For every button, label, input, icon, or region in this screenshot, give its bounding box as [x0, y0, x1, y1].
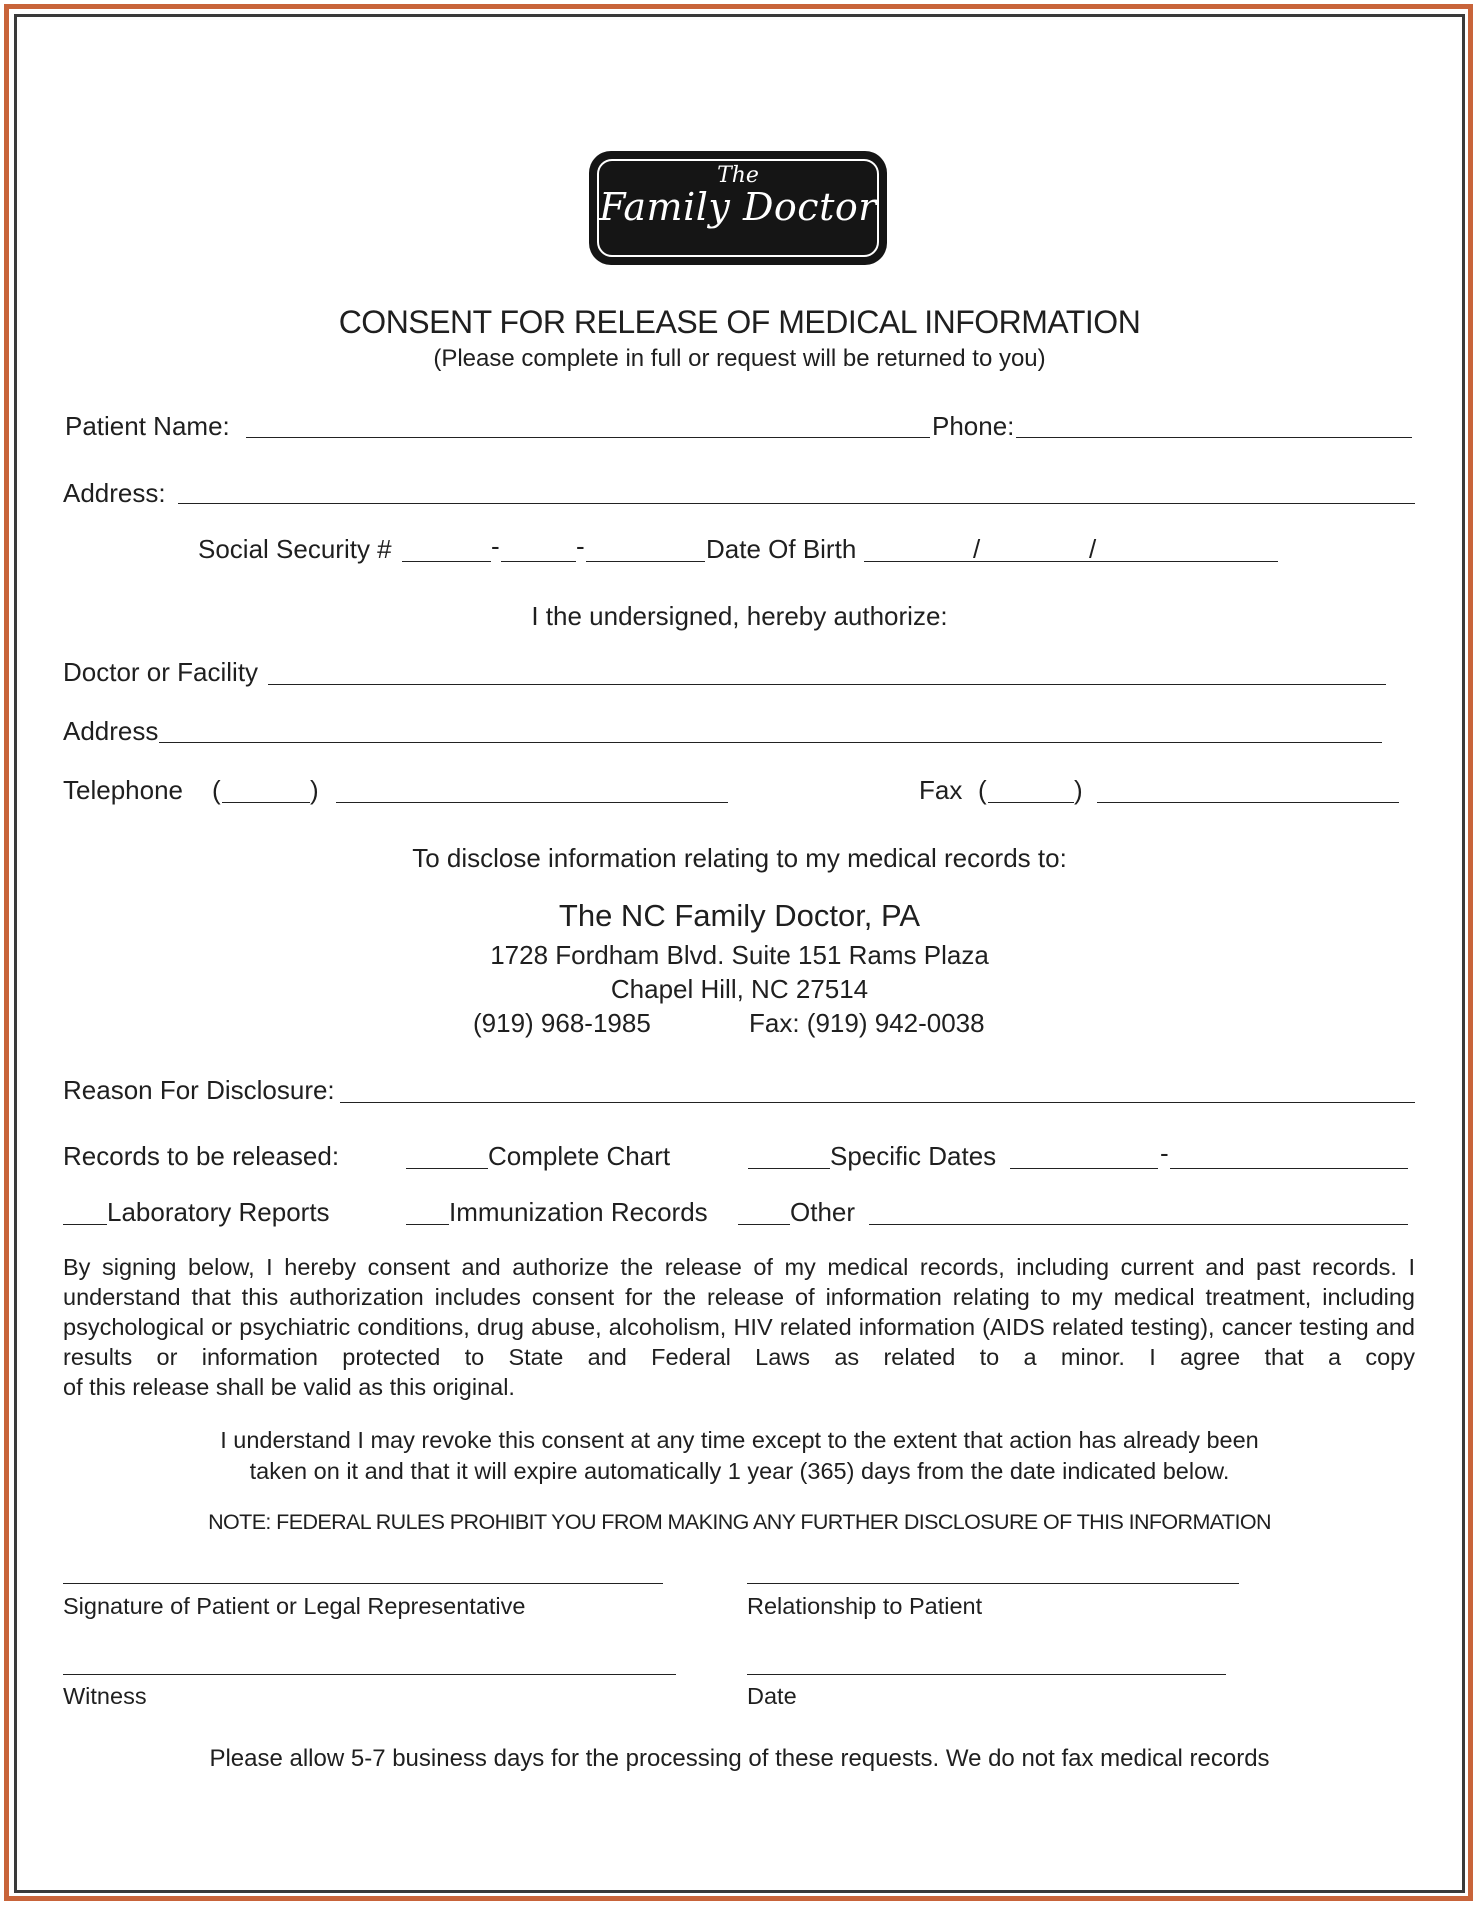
telephone-open-paren: ( — [212, 775, 221, 805]
ssn-dash2: - — [576, 531, 585, 561]
recipient-fax: Fax: (919) 942-0038 — [749, 1008, 985, 1038]
other-field[interactable] — [869, 1224, 1408, 1225]
fax-label: Fax — [919, 775, 963, 805]
fax-area-field[interactable] — [988, 802, 1074, 803]
ssn-part1-field[interactable] — [402, 561, 491, 562]
fax-field[interactable] — [1097, 802, 1399, 803]
family-doctor-logo — [589, 151, 887, 265]
dob-field[interactable] — [864, 561, 1278, 562]
revoke-line1: I understand I may revoke this consent at any time except to the extent that action has already been — [220, 1427, 1259, 1453]
specific-date-to-field[interactable] — [1170, 1168, 1408, 1169]
footer-note: Please allow 5-7 business days for the processing of these requests. We do not fax medical records — [209, 1745, 1270, 1772]
immunization-check[interactable] — [406, 1224, 449, 1225]
form-subtitle: (Please complete in full or request will be returned to you) — [433, 345, 1046, 372]
authorize-line: I the undersigned, hereby authorize: — [531, 601, 948, 631]
logo-line2: Family Doctor — [599, 185, 877, 229]
complete-chart-label: Complete Chart — [488, 1141, 671, 1171]
other-check[interactable] — [738, 1224, 790, 1225]
date-label: Date — [747, 1683, 797, 1709]
consent-paragraph — [63, 1252, 1415, 1402]
ssn-part3-field[interactable] — [586, 561, 705, 562]
fax-open-paren: ( — [978, 775, 987, 805]
phone-field[interactable] — [1016, 437, 1412, 438]
other-label: Other — [790, 1197, 856, 1227]
ssn-dash1: - — [491, 531, 500, 561]
dob-slash2: / — [1089, 534, 1097, 564]
recipient-phone: (919) 968-1985 — [473, 1008, 651, 1038]
facility-address-label: Address — [63, 716, 159, 746]
disclose-line: To disclose information relating to my medical records to: — [412, 843, 1067, 873]
patient-signature-field[interactable] — [63, 1583, 663, 1584]
specific-dates-check[interactable] — [748, 1168, 830, 1169]
federal-note: NOTE: FEDERAL RULES PROHIBIT YOU FROM MAKING ANY FURTHER DISCLOSURE OF THIS INFORMATION — [208, 1510, 1271, 1534]
form-title: CONSENT FOR RELEASE OF MEDICAL INFORMATION — [338, 304, 1141, 340]
date-field[interactable] — [747, 1674, 1226, 1675]
relationship-label: Relationship to Patient — [747, 1593, 983, 1619]
laboratory-check[interactable] — [63, 1224, 107, 1225]
facility-address-field[interactable] — [159, 742, 1382, 743]
witness-field[interactable] — [63, 1674, 676, 1675]
phone-label: Phone: — [932, 411, 1015, 441]
specific-dates-dash: - — [1160, 1138, 1169, 1168]
revoke-line2: taken on it and that it will expire automatically 1 year (365) days from the date indicated below. — [249, 1458, 1230, 1484]
complete-chart-check[interactable] — [406, 1168, 488, 1169]
reason-field[interactable] — [340, 1102, 1415, 1103]
ssn-label: Social Security # — [198, 534, 392, 564]
logo-line1: The — [717, 163, 759, 188]
dob-label: Date Of Birth — [706, 534, 857, 564]
recipient-name: The NC Family Doctor, PA — [558, 898, 921, 933]
doctor-facility-field[interactable] — [268, 684, 1386, 685]
records-label: Records to be released: — [63, 1141, 340, 1171]
address-field[interactable] — [178, 503, 1415, 504]
laboratory-label: Laboratory Reports — [107, 1197, 330, 1227]
specific-date-from-field[interactable] — [1010, 1168, 1158, 1169]
dob-slash1: / — [973, 534, 981, 564]
immunization-label: Immunization Records — [449, 1197, 708, 1227]
telephone-field[interactable] — [336, 802, 728, 803]
telephone-close-paren: ) — [310, 775, 319, 805]
patient-name-field[interactable] — [246, 437, 930, 438]
address-label: Address: — [63, 478, 166, 508]
consent-paragraph-body: By signing below, I hereby consent and authorize the release of my medical records, including current and past records. I understand that this authorization includes consent for the release of information relating to my medical treatment, including psychological or psychiatric conditions, drug abuse, alcoholism, HIV related information (AIDS related testing), cancer testing and results or information protected to State and Federal Laws as related to a minor. I agree that a copy — [63, 1254, 1415, 1370]
recipient-address2: Chapel Hill, NC 27514 — [610, 974, 869, 1004]
fax-close-paren: ) — [1074, 775, 1083, 805]
patient-name-label: Patient Name: — [65, 411, 230, 441]
telephone-label: Telephone — [63, 775, 183, 805]
relationship-field[interactable] — [747, 1583, 1239, 1584]
consent-paragraph-last: of this release shall be valid as this original. — [63, 1374, 515, 1400]
witness-label: Witness — [63, 1683, 147, 1709]
doctor-facility-label: Doctor or Facility — [63, 657, 259, 687]
recipient-address1: 1728 Fordham Blvd. Suite 151 Rams Plaza — [490, 940, 989, 970]
ssn-part2-field[interactable] — [501, 561, 576, 562]
telephone-area-field[interactable] — [222, 802, 310, 803]
specific-dates-label: Specific Dates — [830, 1141, 997, 1171]
patient-signature-label: Signature of Patient or Legal Representative — [63, 1593, 526, 1619]
reason-label: Reason For Disclosure: — [63, 1075, 335, 1105]
